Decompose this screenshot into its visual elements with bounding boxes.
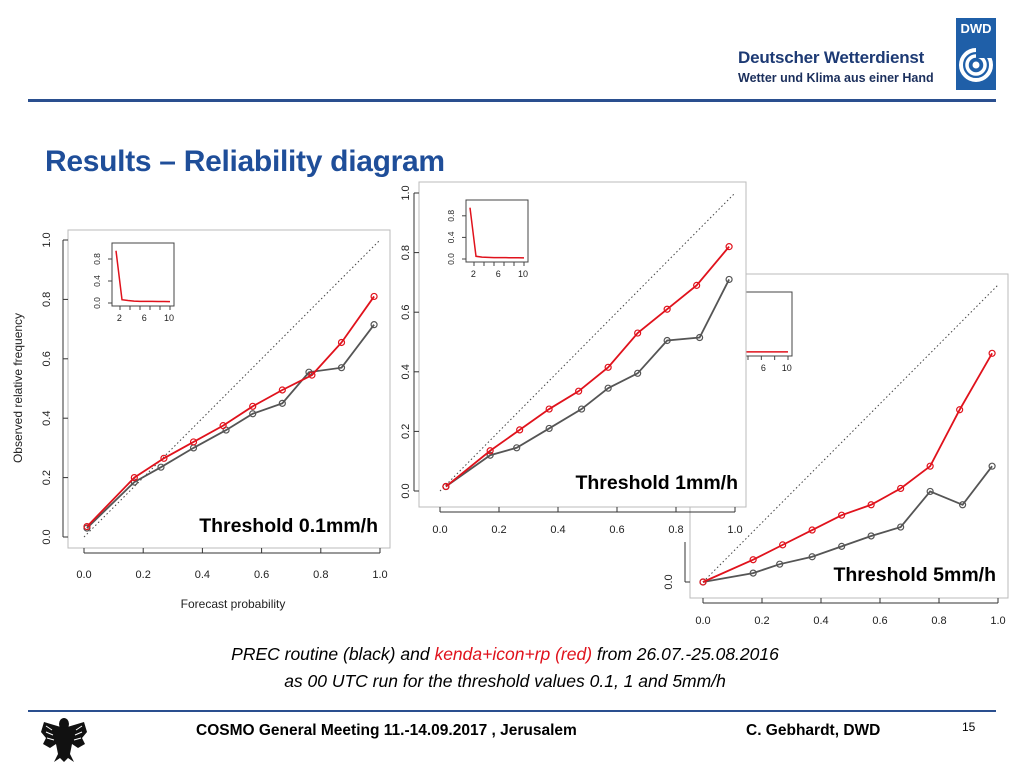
x-tick-label: 0.8 xyxy=(313,569,329,581)
page-number: 15 xyxy=(962,720,976,734)
x-tick-label: 0.2 xyxy=(491,524,507,536)
footer-author: C. Gebhardt, DWD xyxy=(746,722,881,739)
y-tick-label: 0.0 xyxy=(41,529,53,545)
x-tick-label: 0.8 xyxy=(668,524,684,536)
x-tick-label: 0.0 xyxy=(695,615,711,627)
y-tick-label: 0.6 xyxy=(41,351,53,367)
threshold-label: Threshold 1mm/h xyxy=(575,472,738,494)
footer-rule xyxy=(28,710,996,712)
caption-routine: PREC routine (black) and xyxy=(231,644,435,664)
x-tick-label: 0.0 xyxy=(432,524,448,536)
y-tick-label: 0.4 xyxy=(41,410,53,426)
footer-meeting: COSMO General Meeting 11.-14.09.2017 , Jerusalem xyxy=(196,722,577,739)
caption-line-1 xyxy=(0,644,1010,665)
inset-y-tick-label: 0.8 xyxy=(446,209,456,222)
y-tick-label: 0.0 xyxy=(663,574,675,590)
x-tick-label: 1.0 xyxy=(727,524,743,536)
inset-x-tick-label: 6 xyxy=(760,363,766,373)
x-tick-label: 0.4 xyxy=(813,615,829,627)
chart-threshold-1mm xyxy=(385,172,755,547)
inset-x-tick-label: 10 xyxy=(164,313,175,323)
swirl-icon xyxy=(956,18,996,90)
y-tick-label: 1.0 xyxy=(41,232,53,248)
inset-y-tick-label: 0.0 xyxy=(446,253,456,265)
x-tick-label: 0.4 xyxy=(550,524,566,536)
y-tick-label: 0.6 xyxy=(400,304,412,320)
y-tick-label: 0.8 xyxy=(400,244,412,261)
y-axis-label: Observed relative frequency xyxy=(11,312,25,464)
header-rule xyxy=(28,99,996,102)
x-tick-label: 0.6 xyxy=(609,524,625,536)
inset-x-tick-label: 2 xyxy=(116,313,122,323)
threshold-label: Threshold 0.1mm/h xyxy=(199,515,378,537)
org-tagline: Wetter und Klima aus einer Hand xyxy=(738,71,934,85)
caption-period: from 26.07.-25.08.2016 xyxy=(592,644,779,664)
y-tick-label: 0.2 xyxy=(400,423,412,440)
inset-x-tick-label: 6 xyxy=(495,269,501,279)
x-tick-label: 0.2 xyxy=(135,569,151,581)
x-tick-label: 0.4 xyxy=(194,569,211,581)
dwd-logo xyxy=(956,18,996,90)
y-tick-label: 0.0 xyxy=(400,483,412,499)
inset-x-tick-label: 2 xyxy=(470,269,476,279)
inset-y-tick-label: 0.4 xyxy=(446,231,456,244)
org-name: Deutscher Wetterdienst xyxy=(738,48,925,67)
caption-line-2: as 00 UTC run for the threshold values 0.1, 1 and 5mm/h xyxy=(284,671,726,691)
inset-x-tick-label: 6 xyxy=(141,313,147,323)
federal-eagle-icon xyxy=(38,714,90,764)
y-tick-label: 0.4 xyxy=(400,364,412,380)
inset-y-tick-label: 0.8 xyxy=(92,253,102,265)
logo-abbreviation: DWD xyxy=(960,21,992,36)
inset-y-tick-label: 0.0 xyxy=(92,297,102,309)
caption-experiment: kenda+icon+rp (red) xyxy=(434,644,593,664)
x-tick-label: 1.0 xyxy=(990,615,1006,627)
x-axis-label: Forecast probability xyxy=(180,597,286,611)
y-tick-label: 0.8 xyxy=(41,291,53,308)
x-tick-label: 0.8 xyxy=(931,615,947,627)
y-tick-label: 1.0 xyxy=(400,185,412,201)
inset-x-tick-label: 10 xyxy=(518,269,529,279)
page-title: Results – Reliability diagram xyxy=(45,145,445,178)
dwd-logo-text xyxy=(738,48,934,85)
inset-y-tick-label: 0.4 xyxy=(92,275,102,287)
x-tick-label: 0.2 xyxy=(754,615,770,627)
threshold-label: Threshold 5mm/h xyxy=(833,564,996,586)
chart-threshold-0-1mm xyxy=(0,210,395,620)
x-tick-label: 1.0 xyxy=(372,569,388,581)
y-tick-label: 0.2 xyxy=(41,469,53,486)
x-tick-label: 0.0 xyxy=(76,569,92,581)
inset-x-tick-label: 10 xyxy=(781,363,792,373)
x-tick-label: 0.6 xyxy=(872,615,888,627)
x-tick-label: 0.6 xyxy=(253,569,270,581)
